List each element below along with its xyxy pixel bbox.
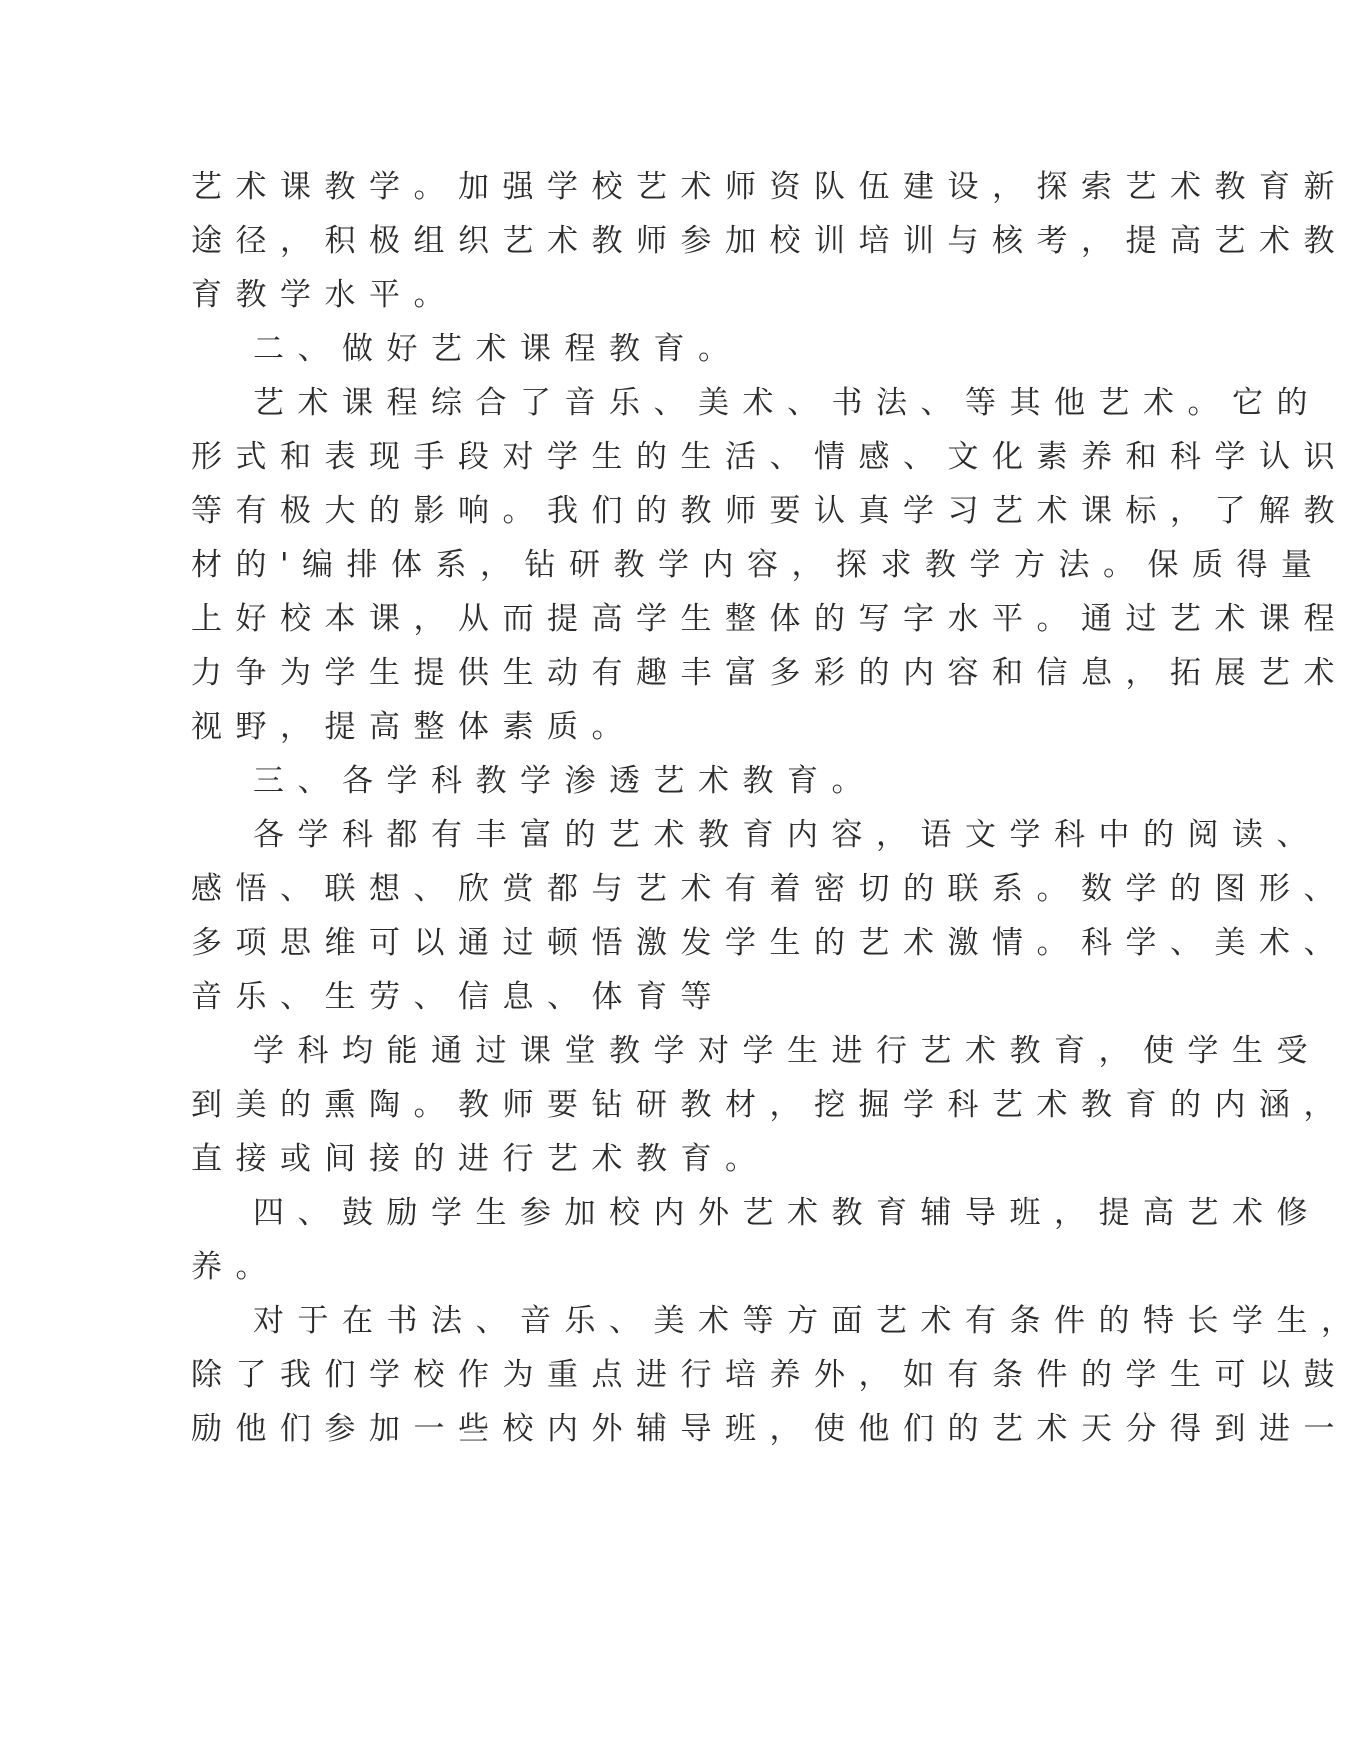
text-line: 途径，积极组织艺术教师参加校训培训与核考，提高艺术教 [191,223,1348,259]
text-line: 等有极大的影响。我们的教师要认真学习艺术课标，了解教 [191,493,1348,529]
text-line: 到美的熏陶。教师要钻研教材，挖掘学科艺术教育的内涵， [191,1087,1348,1123]
text-line: 感悟、联想、欣赏都与艺术有着密切的联系。数学的图形、 [191,871,1348,907]
text-line: 养。 [191,1249,280,1285]
section-heading: 四、鼓励学生参加校内外艺术教育辅导班，提高艺术修 [253,1195,1321,1231]
text-line: 材的'编排体系，钻研教学内容，探求教学方法。保质得量 [191,547,1326,583]
text-line: 励他们参加一些校内外辅导班，使他们的艺术天分得到进一 [191,1411,1348,1447]
text-line: 上好校本课，从而提高学生整体的写字水平。通过艺术课程 [191,601,1348,637]
text-line: 对于在书法、音乐、美术等方面艺术有条件的特长学生， [253,1303,1366,1339]
text-line: 艺术课程综合了音乐、美术、书法、等其他艺术。它的 [253,385,1321,421]
text-line: 各学科都有丰富的艺术教育内容，语文学科中的阅读、 [253,817,1321,853]
section-heading: 二、做好艺术课程教育。 [253,331,743,367]
text-line: 音乐、生劳、信息、体育等 [191,979,725,1015]
text-line: 视野，提高整体素质。 [191,709,636,745]
text-line: 学科均能通过课堂教学对学生进行艺术教育，使学生受 [253,1033,1321,1069]
text-line: 形式和表现手段对学生的生活、情感、文化素养和科学认识 [191,439,1348,475]
text-line: 多项思维可以通过顿悟激发学生的艺术激情。科学、美术、 [191,925,1348,961]
text-line: 直接或间接的进行艺术教育。 [191,1141,770,1177]
text-line: 育教学水平。 [191,277,458,313]
text-line: 艺术课教学。加强学校艺术师资队伍建设，探索艺术教育新 [191,169,1348,205]
text-line: 除了我们学校作为重点进行培养外，如有条件的学生可以鼓 [191,1357,1348,1393]
text-line: 力争为学生提供生动有趣丰富多彩的内容和信息，拓展艺术 [191,655,1348,691]
section-heading: 三、各学科教学渗透艺术教育。 [253,763,876,799]
